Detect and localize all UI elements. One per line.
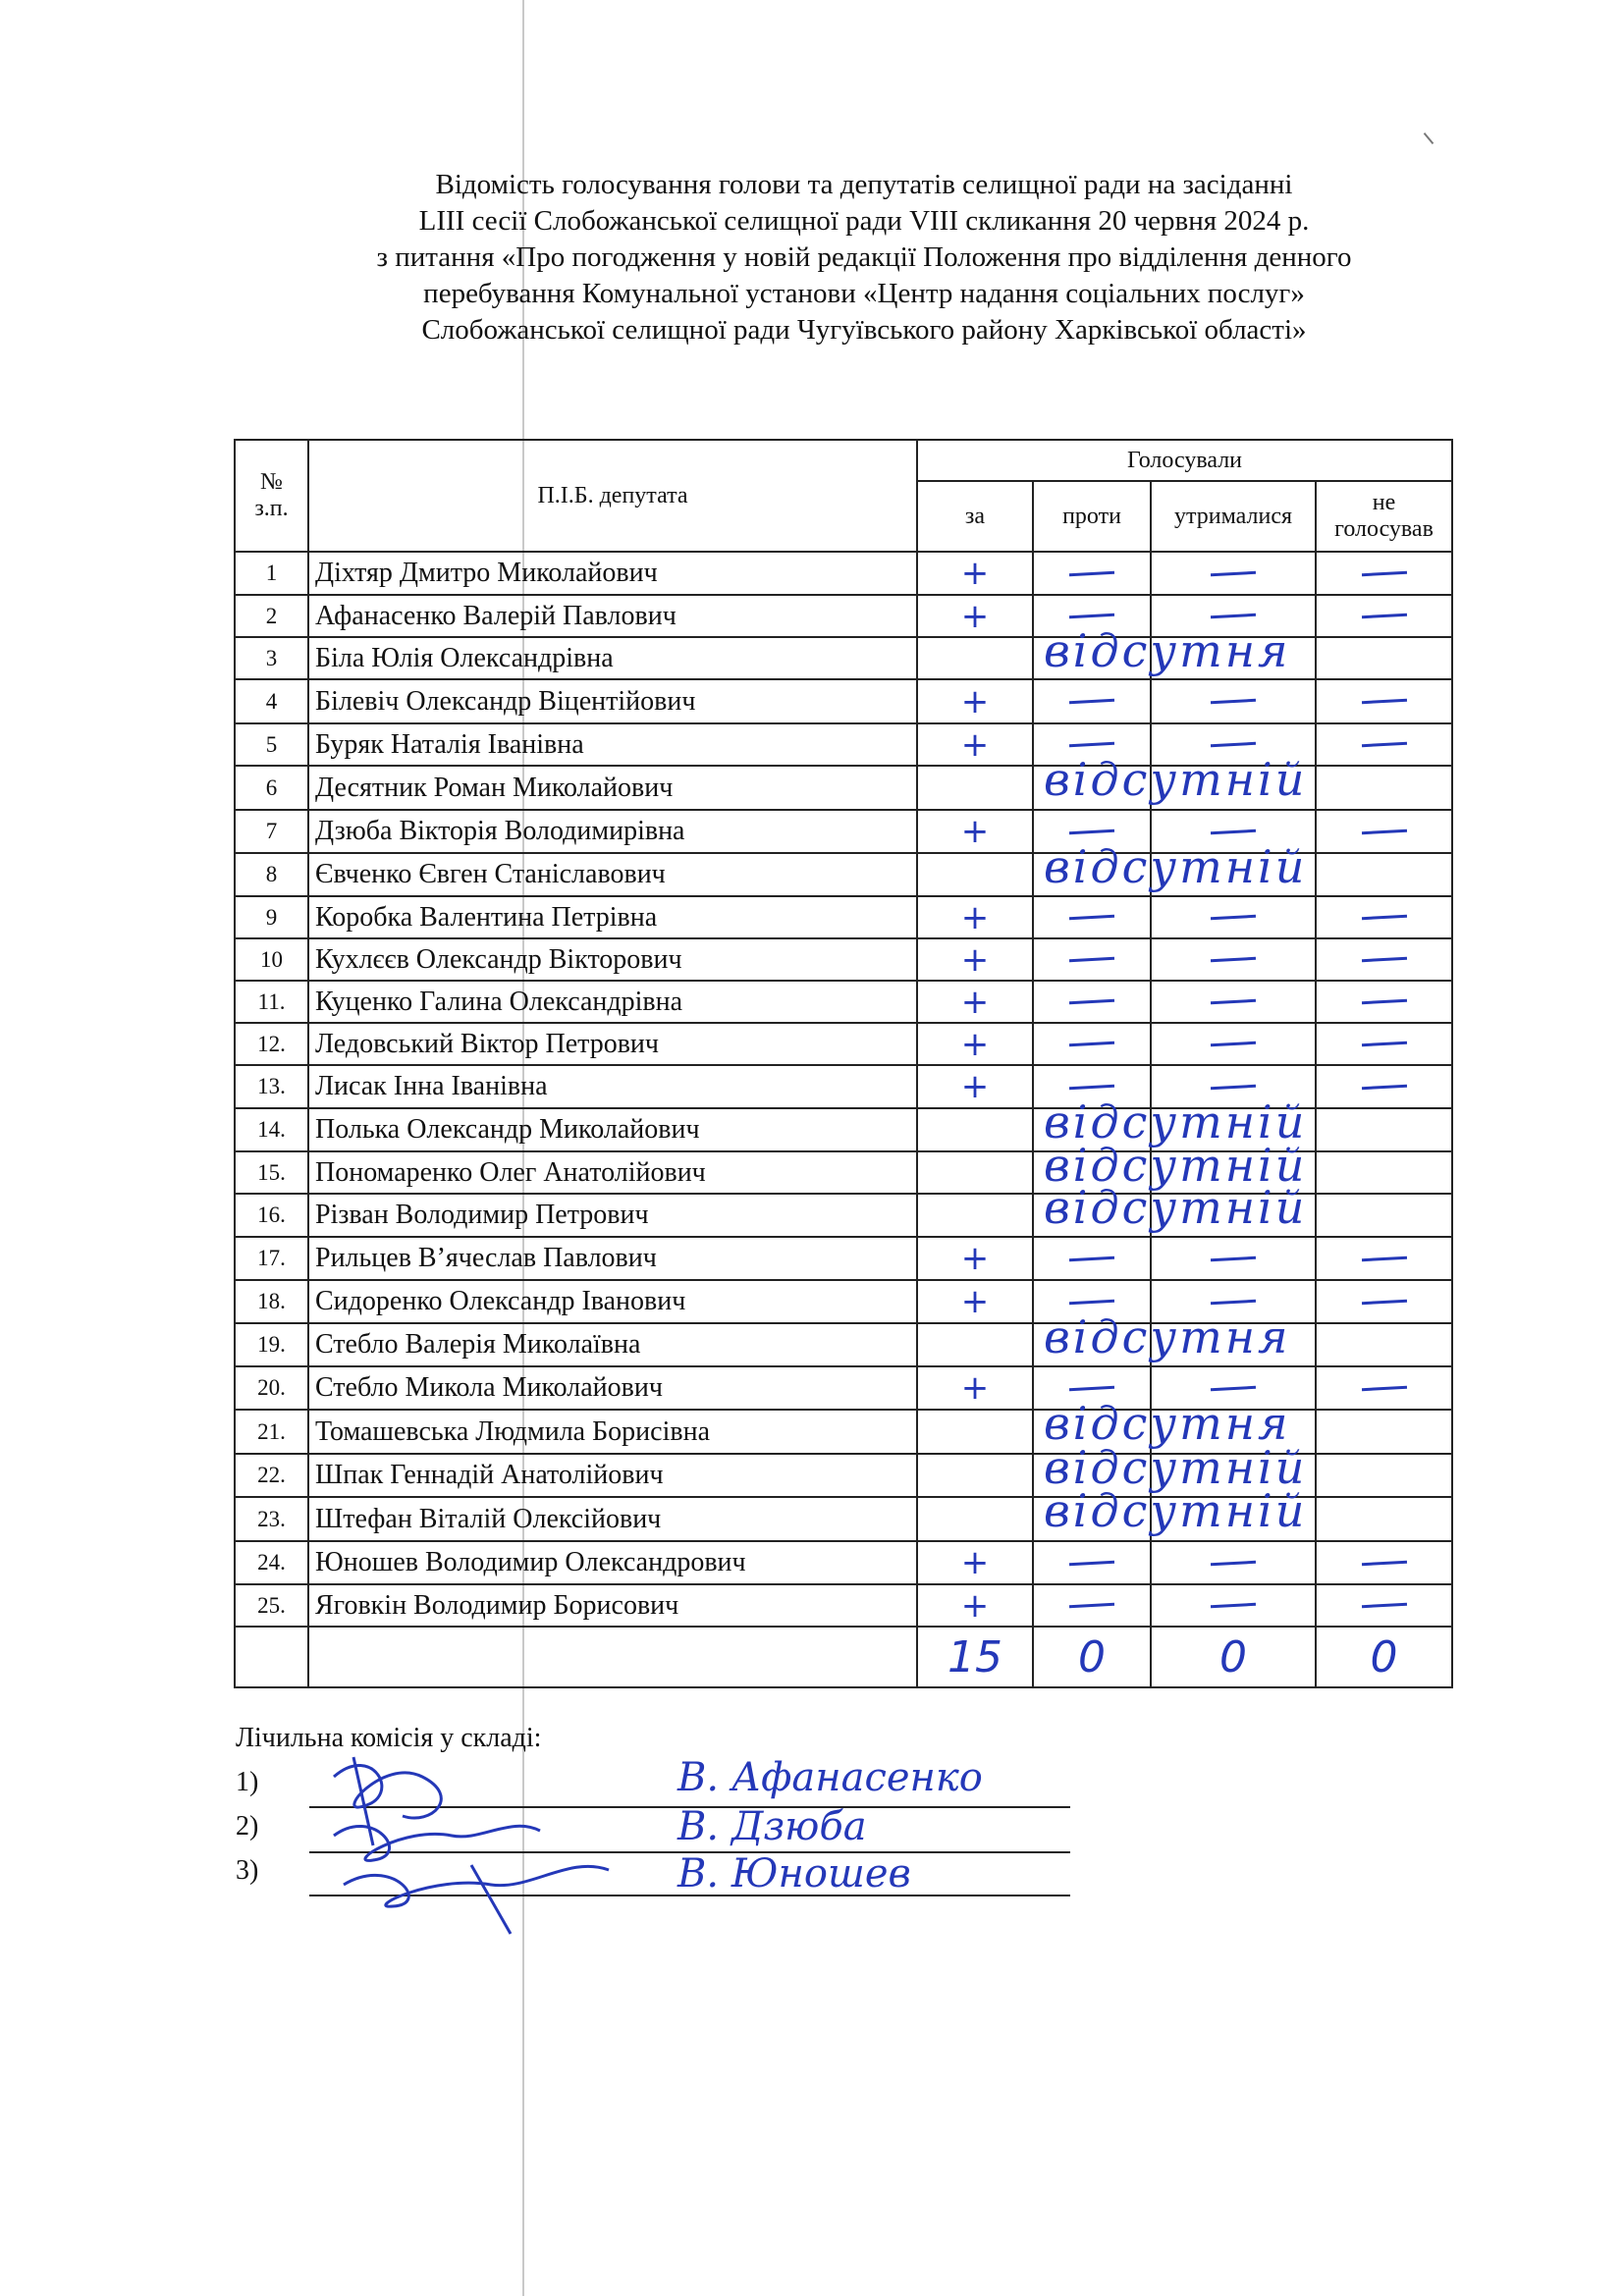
vote-for-cell xyxy=(917,679,1033,723)
absent-note: відсутня xyxy=(1044,624,1291,677)
handwritten-dash-mark xyxy=(1361,1041,1406,1046)
vote-abstained-cell xyxy=(1151,1541,1316,1584)
deputy-name: Стебло Валерія Миколаївна xyxy=(308,1323,917,1366)
handwritten-dash-mark xyxy=(1211,828,1256,833)
vote-not-voted-cell xyxy=(1316,1497,1452,1541)
handwritten-dash-mark xyxy=(1069,1603,1114,1608)
handwritten-dash-mark xyxy=(1069,1299,1114,1304)
handwritten-plus-mark: + xyxy=(960,982,990,1022)
handwritten-dash-mark xyxy=(1361,957,1406,962)
row-number: 19. xyxy=(235,1323,308,1366)
vote-for-cell xyxy=(917,637,1033,679)
row-number: 15. xyxy=(235,1151,308,1194)
absent-note: відсутній xyxy=(1044,840,1308,893)
handwritten-dash-mark xyxy=(1069,1084,1114,1089)
vote-against-cell xyxy=(1033,840,1308,896)
heading-line-3: з питання «Про погодження у новій редакції Положення про відділення денного xyxy=(376,241,1352,273)
handwritten-plus-mark: + xyxy=(960,1543,990,1582)
vote-against-cell xyxy=(1033,981,1151,1023)
handwritten-plus-mark: + xyxy=(960,1282,990,1321)
deputy-name: Юношев Володимир Олександрович xyxy=(308,1541,917,1584)
handwritten-dash-mark xyxy=(1361,1084,1406,1089)
total-not-voted: 0 xyxy=(1316,1627,1452,1687)
handwritten-dash-mark xyxy=(1361,742,1406,747)
row-number: 14. xyxy=(235,1108,308,1151)
vote-against-cell xyxy=(1033,1310,1291,1366)
handwritten-plus-mark: + xyxy=(960,1024,990,1064)
scan-mark xyxy=(1424,133,1435,144)
row-number: 25. xyxy=(235,1584,308,1627)
row-number: 11. xyxy=(235,981,308,1023)
vote-not-voted-cell xyxy=(1316,1023,1452,1065)
absent-note: відсутній xyxy=(1044,1441,1308,1494)
deputy-name: Сидоренко Олександр Іванович xyxy=(308,1280,917,1323)
vote-abstained-cell xyxy=(1151,679,1316,723)
handwritten-dash-mark xyxy=(1069,1041,1114,1046)
totals-row xyxy=(235,1627,1452,1687)
vote-not-voted-cell xyxy=(1316,766,1452,810)
vote-for-cell xyxy=(917,896,1033,938)
table-row xyxy=(235,552,1452,595)
vote-for-cell xyxy=(917,1454,1033,1497)
vote-against-cell xyxy=(1033,1484,1308,1541)
vote-not-voted-cell xyxy=(1316,981,1452,1023)
row-number: 18. xyxy=(235,1280,308,1323)
vote-against-cell xyxy=(1033,679,1151,723)
row-number: 5 xyxy=(235,723,308,766)
vote-against-cell xyxy=(1033,1541,1151,1584)
table-row xyxy=(235,981,1452,1023)
handwritten-plus-mark: + xyxy=(960,724,990,765)
vote-against-cell xyxy=(1033,938,1151,981)
total-against: 0 xyxy=(1033,1627,1151,1687)
row-number: 21. xyxy=(235,1410,308,1454)
vote-abstained-cell xyxy=(1151,896,1316,938)
handwritten-dash-mark xyxy=(1069,957,1114,962)
row-number: 7 xyxy=(235,810,308,853)
handwritten-dash-mark xyxy=(1211,570,1256,575)
header-abstained: утрималися xyxy=(1151,481,1316,552)
vote-for-cell xyxy=(917,1497,1033,1541)
handwritten-plus-mark: + xyxy=(960,596,990,636)
vote-against-cell xyxy=(1033,896,1151,938)
deputy-name: Кухлєєв Олександр Вікторович xyxy=(308,938,917,981)
row-number: 22. xyxy=(235,1454,308,1497)
absent-note: відсутній xyxy=(1044,1484,1308,1537)
vote-for-cell xyxy=(917,1366,1033,1410)
vote-for-cell xyxy=(917,723,1033,766)
vote-for-cell xyxy=(917,766,1033,810)
handwritten-dash-mark xyxy=(1211,1255,1256,1260)
total-for: 15 xyxy=(917,1627,1033,1687)
header-number: № з.п. xyxy=(235,440,308,552)
handwritten-dash-mark xyxy=(1069,915,1114,920)
heading-line-5: Слобожанської селищної ради Чугуївського району Харківської області» xyxy=(421,314,1307,346)
vote-against-cell xyxy=(1033,1023,1151,1065)
vote-for-cell xyxy=(917,981,1033,1023)
voting-table xyxy=(234,439,1453,1688)
vote-for-cell xyxy=(917,1280,1033,1323)
absent-note: відсутня xyxy=(1044,1397,1291,1450)
handwritten-dash-mark xyxy=(1069,742,1114,747)
vote-for-cell xyxy=(917,1323,1033,1366)
row-number: 12. xyxy=(235,1023,308,1065)
header-for: за xyxy=(917,481,1033,552)
handwritten-plus-mark: + xyxy=(960,1067,990,1106)
deputy-name: Афанасенко Валерій Павлович xyxy=(308,595,917,637)
handwritten-plus-mark: + xyxy=(960,939,990,980)
handwritten-dash-mark xyxy=(1211,1084,1256,1089)
row-number: 13. xyxy=(235,1065,308,1108)
absent-note: відсутній xyxy=(1044,753,1308,806)
handwritten-dash-mark xyxy=(1069,614,1114,618)
row-number: 4 xyxy=(235,679,308,723)
row-number: 3 xyxy=(235,637,308,679)
table-row xyxy=(235,1237,1452,1280)
deputy-name: Шпак Геннадій Анатолійович xyxy=(308,1454,917,1497)
handwritten-dash-mark xyxy=(1211,1560,1256,1565)
commission-member-1-name: В. Афанасенко xyxy=(677,1755,983,1800)
vote-not-voted-cell xyxy=(1316,1410,1452,1454)
absent-note: відсутній xyxy=(1044,1181,1308,1234)
absent-note: відсутній xyxy=(1044,1095,1308,1148)
vote-against-cell xyxy=(1033,1584,1151,1627)
handwritten-dash-mark xyxy=(1211,614,1256,618)
vote-for-cell xyxy=(917,1023,1033,1065)
commission-member-3-number: 3) xyxy=(236,1855,259,1886)
vote-abstained-cell xyxy=(1151,1584,1316,1627)
table-row xyxy=(235,1323,1452,1366)
vote-not-voted-cell xyxy=(1316,1366,1452,1410)
handwritten-dash-mark xyxy=(1361,1603,1406,1608)
handwritten-dash-mark xyxy=(1211,1603,1256,1608)
commission-member-3-name: В. Юношев xyxy=(677,1851,911,1896)
vote-for-cell xyxy=(917,810,1033,853)
table-row xyxy=(235,938,1452,981)
deputy-name: Коробка Валентина Петрівна xyxy=(308,896,917,938)
handwritten-dash-mark xyxy=(1361,1299,1406,1304)
vote-for-cell xyxy=(917,1237,1033,1280)
vote-for-cell xyxy=(917,552,1033,595)
vote-not-voted-cell xyxy=(1316,938,1452,981)
handwritten-plus-mark: + xyxy=(960,1239,990,1278)
deputy-name: Полька Олександр Миколайович xyxy=(308,1108,917,1151)
table-row xyxy=(235,896,1452,938)
row-number: 1 xyxy=(235,552,308,595)
deputy-name: Різван Володимир Петрович xyxy=(308,1194,917,1237)
handwritten-dash-mark xyxy=(1361,1255,1406,1260)
vote-abstained-cell xyxy=(1151,1023,1316,1065)
handwritten-dash-mark xyxy=(1361,1560,1406,1565)
deputy-name: Євченко Євген Станіславович xyxy=(308,853,917,896)
vote-not-voted-cell xyxy=(1316,1323,1452,1366)
handwritten-dash-mark xyxy=(1069,699,1114,704)
row-number: 17. xyxy=(235,1237,308,1280)
vote-for-cell xyxy=(917,595,1033,637)
absent-note: відсутній xyxy=(1044,1139,1308,1192)
vote-not-voted-cell xyxy=(1316,1237,1452,1280)
header-not-voted: не голосував xyxy=(1316,481,1452,552)
vote-for-cell xyxy=(917,938,1033,981)
vote-for-cell xyxy=(917,853,1033,896)
vote-for-cell xyxy=(917,1151,1033,1194)
absent-note: відсутня xyxy=(1044,1310,1291,1363)
row-number: 23. xyxy=(235,1497,308,1541)
deputy-name: Томашевська Людмила Борисівна xyxy=(308,1410,917,1454)
row-number: 16. xyxy=(235,1194,308,1237)
deputy-name: Ледовський Віктор Петрович xyxy=(308,1023,917,1065)
deputy-name: Пономаренко Олег Анатолійович xyxy=(308,1151,917,1194)
table-row xyxy=(235,1023,1452,1065)
vote-abstained-cell xyxy=(1151,1237,1316,1280)
handwritten-plus-mark: + xyxy=(960,1368,990,1408)
vote-not-voted-cell xyxy=(1316,1151,1452,1194)
deputy-name: Буряк Наталія Іванівна xyxy=(308,723,917,766)
handwritten-dash-mark xyxy=(1361,699,1406,704)
heading-line-4: перебування Комунальної установи «Центр надання соціальних послуг» xyxy=(423,278,1305,309)
vote-not-voted-cell xyxy=(1316,810,1452,853)
handwritten-signatures xyxy=(314,1737,628,1944)
commission-member-2-name: В. Дзюба xyxy=(677,1804,867,1849)
vote-not-voted-cell xyxy=(1316,552,1452,595)
vote-abstained-cell xyxy=(1151,938,1316,981)
table-row xyxy=(235,1584,1452,1627)
handwritten-dash-mark xyxy=(1069,1560,1114,1565)
header-deputy-name: П.І.Б. депутата xyxy=(308,440,917,552)
row-number: 2 xyxy=(235,595,308,637)
deputy-name: Білевіч Олександр Віцентійович xyxy=(308,679,917,723)
handwritten-plus-mark: + xyxy=(960,681,990,721)
totals-empty-name xyxy=(308,1627,917,1687)
deputy-name: Лисак Інна Іванівна xyxy=(308,1065,917,1108)
deputy-name: Діхтяр Дмитро Миколайович xyxy=(308,552,917,595)
row-number: 10 xyxy=(235,938,308,981)
handwritten-dash-mark xyxy=(1069,570,1114,575)
handwritten-dash-mark xyxy=(1211,915,1256,920)
vote-not-voted-cell xyxy=(1316,896,1452,938)
table-row xyxy=(235,1541,1452,1584)
row-number: 8 xyxy=(235,853,308,896)
handwritten-dash-mark xyxy=(1069,999,1114,1004)
handwritten-plus-mark: + xyxy=(960,1585,990,1626)
handwritten-plus-mark: + xyxy=(960,812,990,851)
vote-against-cell xyxy=(1033,1237,1151,1280)
vote-for-cell xyxy=(917,1410,1033,1454)
handwritten-dash-mark xyxy=(1069,1255,1114,1260)
vote-abstained-cell xyxy=(1151,981,1316,1023)
deputy-name: Біла Юлія Олександрівна xyxy=(308,637,917,679)
handwritten-dash-mark xyxy=(1361,999,1406,1004)
heading-line-2: LIII сесії Слобожанської селищної ради VIII скликання 20 червня 2024 р. xyxy=(418,205,1310,237)
vote-not-voted-cell xyxy=(1316,679,1452,723)
row-number: 24. xyxy=(235,1541,308,1584)
deputy-name: Стебло Микола Миколайович xyxy=(308,1366,917,1410)
vote-against-cell xyxy=(1033,753,1308,810)
deputy-name: Десятник Роман Миколайович xyxy=(308,766,917,810)
commission-member-1-number: 1) xyxy=(236,1767,259,1797)
table-row xyxy=(235,853,1452,896)
handwritten-dash-mark xyxy=(1361,828,1406,833)
vote-against-cell xyxy=(1033,624,1291,679)
row-number: 9 xyxy=(235,896,308,938)
vote-for-cell xyxy=(917,1065,1033,1108)
handwritten-dash-mark xyxy=(1069,1385,1114,1390)
total-abstained: 0 xyxy=(1151,1627,1316,1687)
vote-not-voted-cell xyxy=(1316,1280,1452,1323)
vote-abstained-cell xyxy=(1151,552,1316,595)
deputy-name: Куценко Галина Олександрівна xyxy=(308,981,917,1023)
handwritten-plus-mark: + xyxy=(960,554,990,593)
handwritten-plus-mark: + xyxy=(960,897,990,937)
header-voted: Голосували xyxy=(917,440,1452,481)
vote-not-voted-cell xyxy=(1316,1541,1452,1584)
deputy-name: Штефан Віталій Олексійович xyxy=(308,1497,917,1541)
commission-member-2-number: 2) xyxy=(236,1811,259,1842)
row-number: 6 xyxy=(235,766,308,810)
vote-not-voted-cell xyxy=(1316,1194,1452,1237)
vote-against-cell xyxy=(1033,1181,1308,1237)
vote-for-cell xyxy=(917,1108,1033,1151)
handwritten-dash-mark xyxy=(1361,915,1406,920)
header-against: проти xyxy=(1033,481,1151,552)
row-number: 20. xyxy=(235,1366,308,1410)
handwritten-dash-mark xyxy=(1361,570,1406,575)
table-row xyxy=(235,1194,1452,1237)
table-row xyxy=(235,1497,1452,1541)
deputy-name: Яговкін Володимир Борисович xyxy=(308,1584,917,1627)
vote-not-voted-cell xyxy=(1316,1065,1452,1108)
vote-not-voted-cell xyxy=(1316,723,1452,766)
vote-for-cell xyxy=(917,1584,1033,1627)
deputy-name: Рильцев В’ячеслав Павлович xyxy=(308,1237,917,1280)
deputy-name: Дзюба Вікторія Володимирівна xyxy=(308,810,917,853)
vote-for-cell xyxy=(917,1541,1033,1584)
table-row xyxy=(235,637,1452,679)
handwritten-dash-mark xyxy=(1211,1041,1256,1046)
handwritten-dash-mark xyxy=(1211,1385,1256,1390)
vote-against-cell xyxy=(1033,552,1151,595)
vote-not-voted-cell xyxy=(1316,853,1452,896)
handwritten-dash-mark xyxy=(1211,699,1256,704)
vote-not-voted-cell xyxy=(1316,1584,1452,1627)
heading-line-1: Відомість голосування голови та депутатів селищної ради на засіданні xyxy=(435,169,1293,200)
handwritten-dash-mark xyxy=(1069,828,1114,833)
document-heading xyxy=(226,167,1502,348)
vote-not-voted-cell xyxy=(1316,637,1452,679)
table-row xyxy=(235,679,1452,723)
handwritten-dash-mark xyxy=(1361,1385,1406,1390)
vote-not-voted-cell xyxy=(1316,595,1452,637)
handwritten-dash-mark xyxy=(1211,1299,1256,1304)
vote-not-voted-cell xyxy=(1316,1454,1452,1497)
handwritten-dash-mark xyxy=(1361,614,1406,618)
vote-not-voted-cell xyxy=(1316,1108,1452,1151)
handwritten-dash-mark xyxy=(1211,742,1256,747)
vote-for-cell xyxy=(917,1194,1033,1237)
handwritten-dash-mark xyxy=(1211,957,1256,962)
handwritten-dash-mark xyxy=(1211,999,1256,1004)
totals-empty-number xyxy=(235,1627,308,1687)
table-row xyxy=(235,766,1452,810)
counting-commission-title: Лічильна комісія у складі: xyxy=(236,1723,542,1753)
